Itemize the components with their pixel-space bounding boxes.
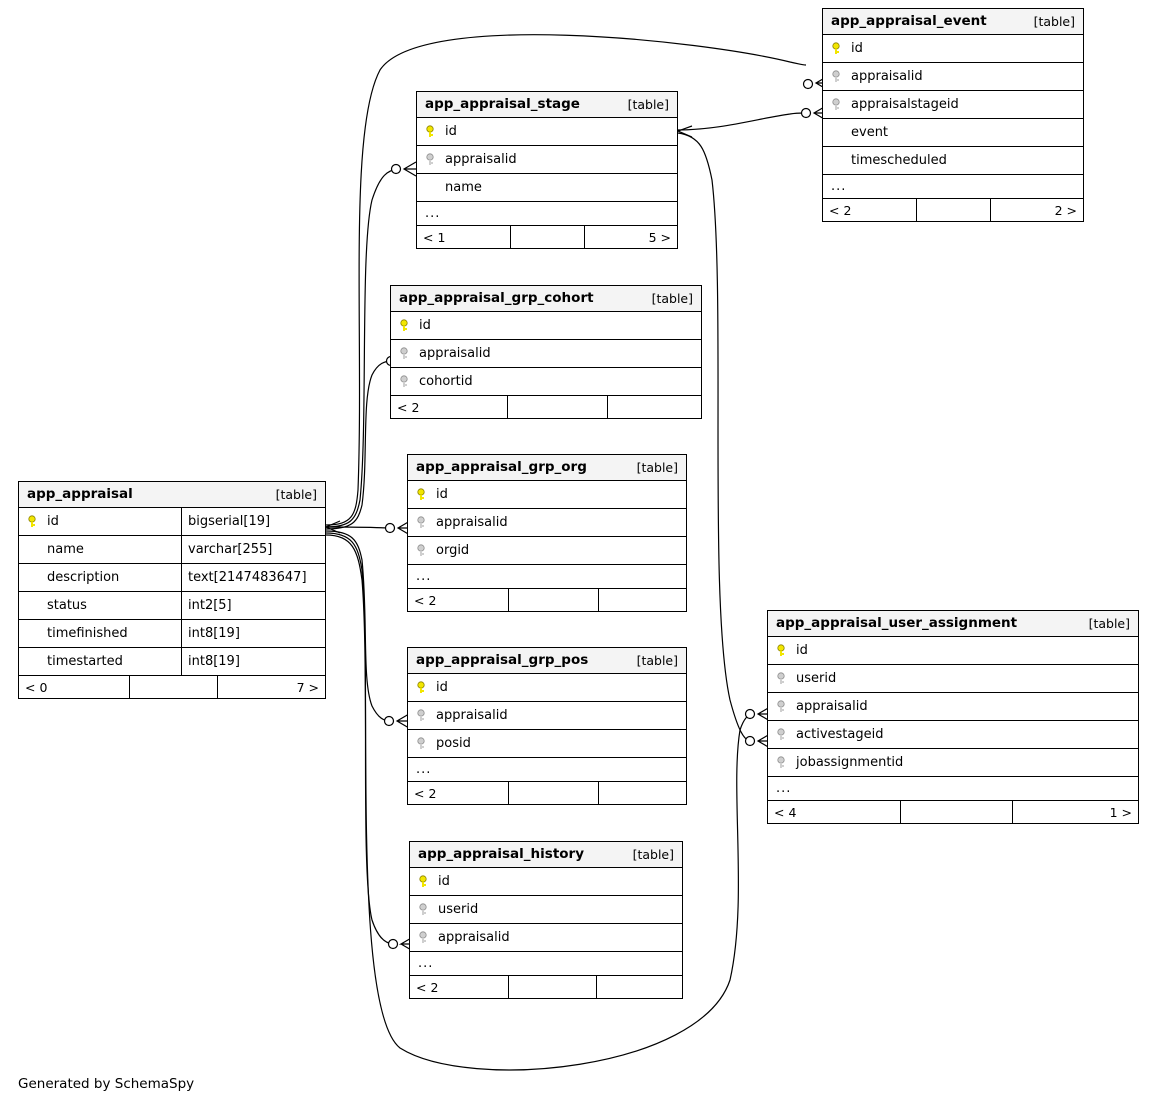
footer-child-count: 1 > — [1012, 801, 1138, 823]
table-header — [408, 455, 686, 481]
foreign-key-icon — [416, 931, 434, 945]
footer-child-count: 5 > — [584, 226, 677, 248]
column-row — [823, 63, 1083, 91]
table-kind-label: [table] — [651, 290, 693, 306]
footer-mid — [129, 676, 217, 698]
foreign-key-icon — [414, 737, 432, 751]
primary-key-icon — [414, 488, 432, 502]
column-row — [391, 312, 701, 340]
column-name: userid — [438, 902, 479, 917]
edge-appraisal-to-grp-cohort — [326, 361, 392, 529]
foreign-key-icon — [774, 756, 792, 770]
column-name: posid — [436, 736, 471, 751]
column-row — [410, 924, 682, 952]
column-name: timefinished — [47, 626, 128, 641]
column-name: id — [436, 680, 448, 695]
column-name-cell — [410, 896, 682, 923]
primary-key-icon — [416, 875, 434, 889]
column-name-cell — [417, 118, 677, 145]
column-name: jobassignmentid — [796, 755, 904, 770]
column-type-cell: int8[19] — [181, 620, 325, 647]
table-title: app_appraisal_stage — [425, 96, 580, 112]
footer-mid — [507, 396, 607, 418]
column-type-cell: int8[19] — [181, 648, 325, 675]
column-name-cell — [391, 368, 701, 395]
edge-stage-to-user-assignment — [678, 133, 750, 741]
table-app_appraisal_grp_org[interactable] — [407, 454, 687, 612]
footer-mid — [508, 589, 598, 611]
table-title: app_appraisal_grp_org — [416, 459, 587, 475]
table-footer — [417, 226, 677, 248]
table-kind-label: [table] — [1033, 13, 1075, 29]
column-name-cell — [410, 868, 682, 895]
table-header — [410, 842, 682, 868]
column-name: id — [438, 874, 450, 889]
foreign-key-icon — [397, 347, 415, 361]
table-kind-label: [table] — [275, 486, 317, 502]
column-name-cell — [417, 146, 677, 173]
column-row — [417, 174, 677, 202]
column-row — [19, 592, 325, 620]
footer-parent-count: < 2 — [416, 979, 439, 995]
column-name: appraisalid — [436, 515, 508, 530]
column-name-cell — [408, 702, 686, 729]
column-name-cell — [391, 312, 701, 339]
column-name-cell — [19, 536, 181, 563]
column-row — [391, 368, 701, 396]
column-name-cell — [19, 508, 181, 535]
column-name-cell — [408, 481, 686, 508]
column-type-cell: text[2147483647] — [181, 564, 325, 591]
table-header — [768, 611, 1138, 637]
column-name: cohortid — [419, 374, 473, 389]
table-header — [19, 482, 325, 508]
column-name: appraisalid — [445, 152, 517, 167]
footer-mid — [900, 801, 1012, 823]
column-name-cell — [823, 35, 1083, 62]
foreign-key-icon — [774, 728, 792, 742]
edge-appraisal-to-stage — [326, 169, 398, 527]
column-name: status — [47, 598, 87, 613]
column-name-cell — [408, 509, 686, 536]
footer-mid — [510, 226, 584, 248]
column-row — [410, 868, 682, 896]
column-name: appraisalid — [796, 699, 868, 714]
column-name-cell — [768, 637, 1138, 664]
column-row — [768, 693, 1138, 721]
column-row — [408, 509, 686, 537]
column-row — [408, 481, 686, 509]
table-footer — [391, 396, 701, 418]
column-name-cell — [768, 693, 1138, 720]
column-row — [768, 637, 1138, 665]
more-columns-ellipsis: ... — [417, 202, 677, 226]
more-columns-ellipsis: ... — [768, 777, 1138, 801]
column-name: appraisalstageid — [851, 97, 959, 112]
primary-key-icon — [774, 644, 792, 658]
column-row — [823, 119, 1083, 147]
column-name-cell — [408, 730, 686, 757]
column-row — [768, 721, 1138, 749]
footer-child-count — [598, 782, 686, 804]
table-header — [823, 9, 1083, 35]
column-name-cell — [408, 674, 686, 701]
table-app_appraisal_grp_cohort[interactable] — [390, 285, 702, 419]
table-title: app_appraisal — [27, 486, 133, 502]
column-type-cell: varchar[255] — [181, 536, 325, 563]
column-name: event — [851, 125, 889, 140]
column-name: id — [445, 124, 457, 139]
column-name-cell — [823, 91, 1083, 118]
more-columns-ellipsis: ... — [408, 758, 686, 782]
column-name: id — [796, 643, 808, 658]
edge-stage-to-event — [678, 113, 804, 130]
column-name: appraisalid — [851, 69, 923, 84]
column-name: appraisalid — [438, 930, 510, 945]
footer-parent-count: < 2 — [397, 399, 420, 415]
foreign-key-icon — [414, 516, 432, 530]
foreign-key-icon — [774, 700, 792, 714]
table-kind-label: [table] — [632, 846, 674, 862]
foreign-key-icon — [416, 903, 434, 917]
column-name: timescheduled — [851, 153, 947, 168]
edge-appraisal-to-history — [326, 533, 394, 944]
table-footer — [823, 199, 1083, 221]
column-name: activestageid — [796, 727, 884, 742]
footer-child-count: 7 > — [217, 676, 325, 698]
footer-mid — [508, 782, 598, 804]
column-name: id — [419, 318, 431, 333]
table-title: app_appraisal_history — [418, 846, 585, 862]
column-row — [19, 536, 325, 564]
table-app_appraisal_history[interactable] — [409, 841, 683, 999]
column-row — [823, 91, 1083, 119]
column-name-cell — [768, 721, 1138, 748]
column-name: id — [851, 41, 863, 56]
table-title: app_appraisal_grp_cohort — [399, 290, 594, 306]
edge-appraisal-to-grp-org — [326, 527, 388, 528]
column-name: description — [47, 570, 120, 585]
column-name-cell — [408, 537, 686, 564]
table-title: app_appraisal_user_assignment — [776, 615, 1018, 631]
column-name-cell — [823, 147, 1083, 174]
column-name-cell — [19, 592, 181, 619]
foreign-key-icon — [774, 672, 792, 686]
foreign-key-icon — [414, 709, 432, 723]
foreign-key-icon — [829, 98, 847, 112]
column-row — [19, 620, 325, 648]
table-footer — [19, 676, 325, 698]
table-app_appraisal_grp_pos[interactable] — [407, 647, 687, 805]
table-header — [408, 648, 686, 674]
column-name: timestarted — [47, 654, 123, 669]
table-app_appraisal_event[interactable] — [822, 8, 1084, 222]
primary-key-icon — [423, 125, 441, 139]
column-row — [410, 896, 682, 924]
table-kind-label: [table] — [636, 459, 678, 475]
column-name-cell — [823, 63, 1083, 90]
column-name-cell — [19, 620, 181, 647]
footer-mid — [508, 976, 596, 998]
primary-key-icon — [25, 515, 43, 529]
footer-parent-count: < 1 — [423, 229, 446, 245]
foreign-key-icon — [829, 70, 847, 84]
column-name: userid — [796, 671, 837, 686]
edge-appraisal-to-grp-pos — [326, 531, 390, 721]
more-columns-ellipsis: ... — [408, 565, 686, 589]
foreign-key-icon — [397, 375, 415, 389]
table-footer — [768, 801, 1138, 823]
footer-child-count — [596, 976, 682, 998]
column-type-cell: bigserial[19] — [181, 508, 325, 535]
footer-parent-count: < 0 — [25, 679, 48, 695]
table-kind-label: [table] — [627, 96, 669, 112]
primary-key-icon — [397, 319, 415, 333]
primary-key-icon — [414, 681, 432, 695]
column-name: name — [47, 542, 84, 557]
table-app_appraisal_stage[interactable] — [416, 91, 678, 249]
table-title: app_appraisal_grp_pos — [416, 652, 589, 668]
column-name: id — [436, 487, 448, 502]
column-row — [19, 648, 325, 676]
column-row — [408, 674, 686, 702]
table-app_appraisal_user_assignment[interactable] — [767, 610, 1139, 824]
column-type-cell: int2[5] — [181, 592, 325, 619]
column-name: id — [47, 514, 59, 529]
column-name: name — [445, 180, 482, 195]
column-name: appraisalid — [419, 346, 491, 361]
footer-child-count — [607, 396, 701, 418]
footer-child-count: 2 > — [990, 199, 1083, 221]
foreign-key-icon — [414, 544, 432, 558]
column-row — [408, 730, 686, 758]
column-name-cell — [19, 564, 181, 591]
table-footer — [408, 589, 686, 611]
foreign-key-icon — [423, 153, 441, 167]
column-name: appraisalid — [436, 708, 508, 723]
column-row — [823, 35, 1083, 63]
column-row — [823, 147, 1083, 175]
table-kind-label: [table] — [636, 652, 678, 668]
table-title: app_appraisal_event — [831, 13, 987, 29]
column-name-cell — [823, 119, 1083, 146]
column-row — [768, 749, 1138, 777]
column-row — [19, 564, 325, 592]
column-name-cell — [768, 665, 1138, 692]
table-header — [417, 92, 677, 118]
footer-parent-count: < 2 — [829, 202, 852, 218]
column-name-cell — [410, 924, 682, 951]
column-row — [408, 537, 686, 565]
table-kind-label: [table] — [1088, 615, 1130, 631]
table-footer — [408, 782, 686, 804]
footer-mid — [916, 199, 990, 221]
column-row — [408, 702, 686, 730]
column-name: orgid — [436, 543, 470, 558]
more-columns-ellipsis: ... — [410, 952, 682, 976]
table-header — [391, 286, 701, 312]
table-footer — [410, 976, 682, 998]
footer-parent-count: < 2 — [414, 785, 437, 801]
column-name-cell — [417, 174, 677, 201]
table-app_appraisal[interactable] — [18, 481, 326, 699]
column-name-cell — [768, 749, 1138, 776]
footer-parent-count: < 2 — [414, 592, 437, 608]
footer-child-count — [598, 589, 686, 611]
generated-by-label: Generated by SchemaSpy — [18, 1076, 195, 1092]
column-name-cell — [19, 648, 181, 675]
footer-parent-count: < 4 — [774, 804, 797, 820]
primary-key-icon — [829, 42, 847, 56]
column-name-cell — [391, 340, 701, 367]
column-row — [768, 665, 1138, 693]
more-columns-ellipsis: ... — [823, 175, 1083, 199]
column-row — [417, 146, 677, 174]
column-row — [19, 508, 325, 536]
column-row — [417, 118, 677, 146]
column-row — [391, 340, 701, 368]
